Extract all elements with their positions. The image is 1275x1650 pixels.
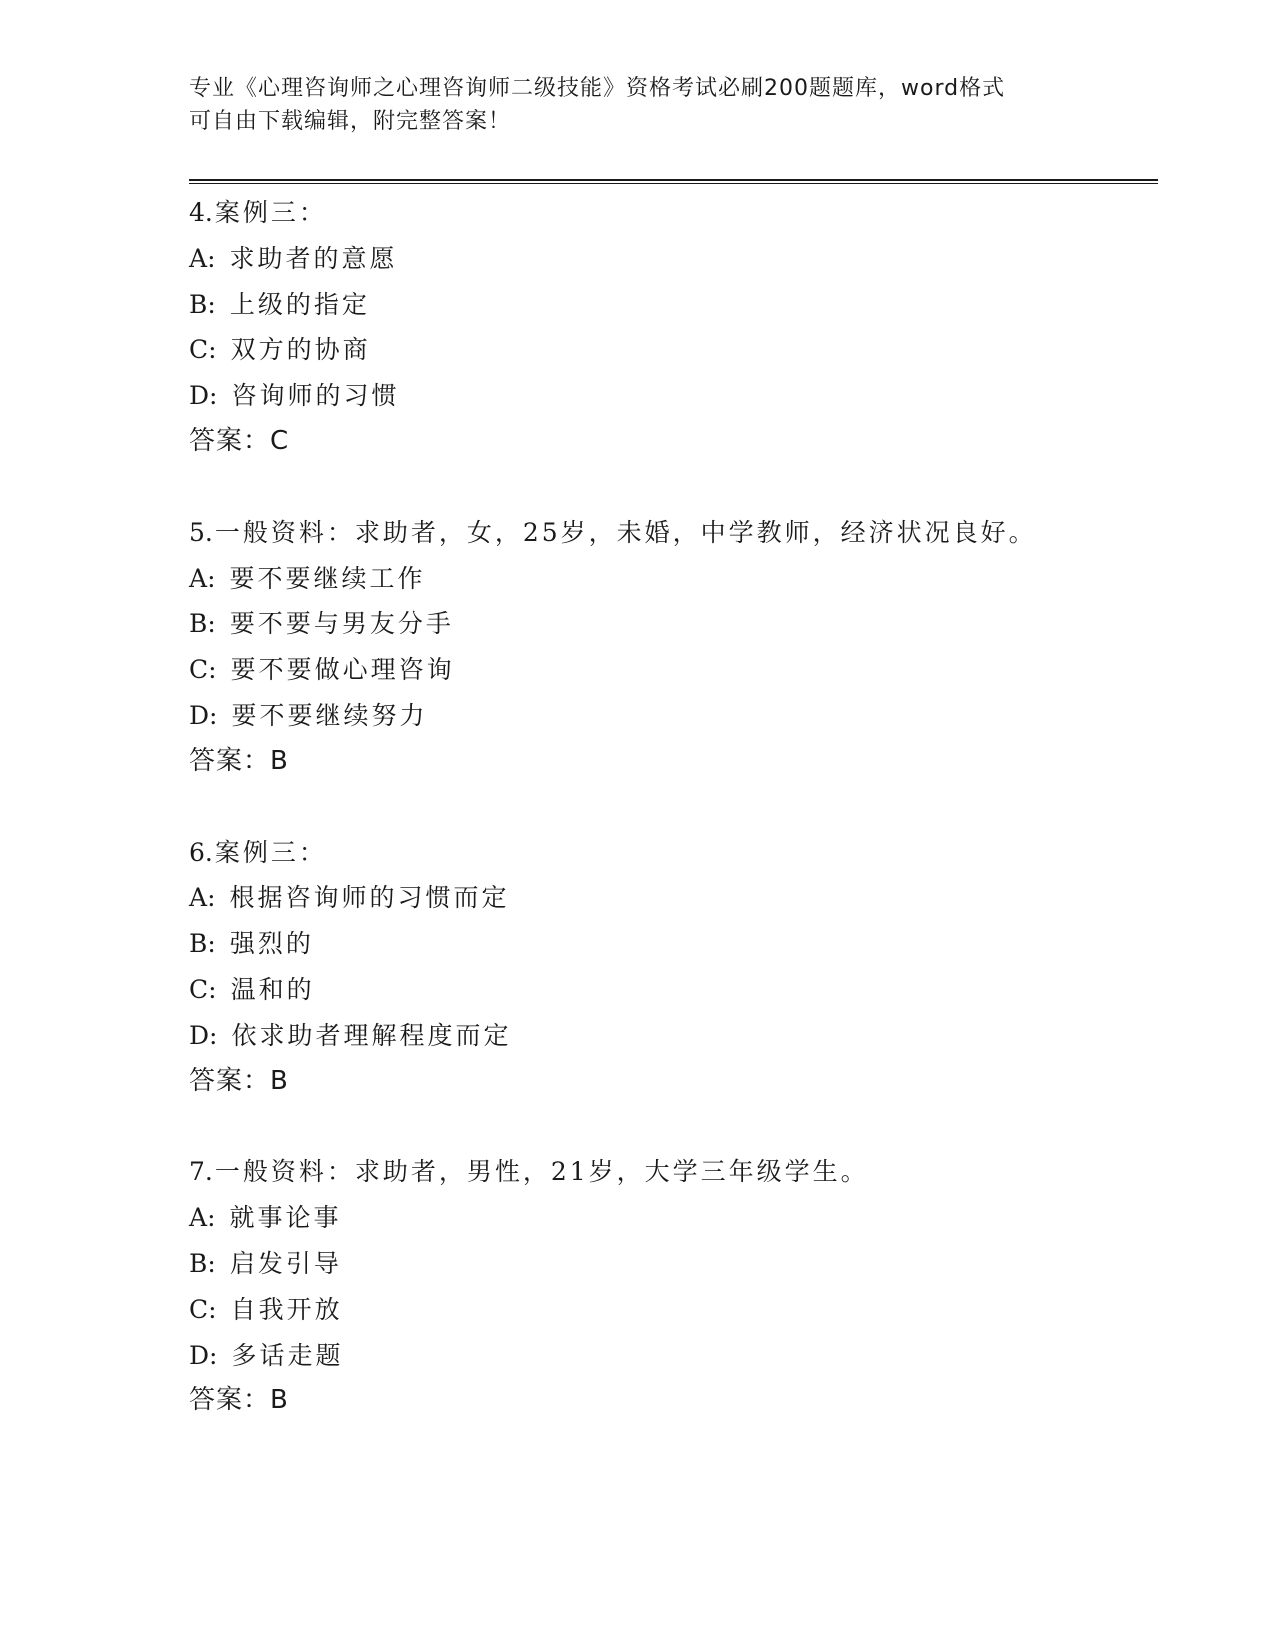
answer-label: 答案： xyxy=(189,1065,271,1096)
option-letter: B xyxy=(189,1248,208,1278)
option-d xyxy=(189,1013,1158,1059)
option-text: 依求助者理解程度而定 xyxy=(231,1020,512,1050)
option-letter: C xyxy=(189,655,209,685)
option-separator: : xyxy=(209,1020,218,1050)
question-text: 一般资料：求助者，男性，21岁，大学三年级学生。 xyxy=(214,1157,869,1187)
option-separator: : xyxy=(207,289,216,319)
option-separator: : xyxy=(207,929,216,959)
question-stem xyxy=(189,1149,1158,1195)
option-text: 就事论事 xyxy=(229,1203,342,1233)
option-letter: D xyxy=(189,381,210,411)
option-c xyxy=(189,1287,1158,1333)
question-stem xyxy=(189,510,1158,556)
option-separator: : xyxy=(207,1248,216,1278)
answer-label: 答案： xyxy=(189,745,271,776)
option-letter: A xyxy=(189,883,208,913)
option-a xyxy=(189,1195,1158,1241)
option-c xyxy=(189,327,1158,373)
option-d xyxy=(189,1333,1158,1379)
option-text: 要不要继续努力 xyxy=(231,700,428,730)
option-text: 求助者的意愿 xyxy=(229,243,398,273)
option-separator: : xyxy=(208,974,217,1004)
option-letter: A xyxy=(189,1203,208,1233)
option-text: 要不要与男友分手 xyxy=(229,609,454,639)
option-b xyxy=(189,601,1158,647)
question-item xyxy=(189,190,1158,465)
option-letter: B xyxy=(189,289,208,319)
option-text: 温和的 xyxy=(230,974,315,1004)
option-a xyxy=(189,875,1158,921)
option-letter: D xyxy=(189,700,210,730)
header-line-2: 可自由下载编辑，附完整答案！ xyxy=(189,109,512,134)
option-separator: : xyxy=(208,335,217,365)
option-separator: : xyxy=(209,1340,218,1370)
option-text: 启发引导 xyxy=(229,1248,342,1278)
header-divider-thick xyxy=(189,179,1158,181)
answer-line xyxy=(189,419,1158,465)
option-text: 咨询师的习惯 xyxy=(231,381,400,411)
question-number: 4. xyxy=(189,198,213,227)
option-separator: : xyxy=(207,563,216,593)
answer-line xyxy=(189,1059,1158,1105)
answer-label: 答案： xyxy=(189,425,271,456)
option-letter: A xyxy=(189,243,208,273)
option-letter: D xyxy=(189,1340,210,1370)
question-stem xyxy=(189,830,1158,876)
answer-value: B xyxy=(270,1385,289,1416)
option-separator: : xyxy=(208,655,217,685)
option-letter: D xyxy=(189,1020,210,1050)
answer-value: B xyxy=(270,1065,289,1096)
question-item xyxy=(189,1149,1158,1424)
document-header xyxy=(189,72,1089,138)
option-letter: B xyxy=(189,609,208,639)
question-number: 7. xyxy=(189,1157,213,1187)
option-letter: B xyxy=(189,929,208,959)
answer-label: 答案： xyxy=(189,1385,271,1416)
option-text: 多话走题 xyxy=(231,1340,344,1370)
header-line-1: 专业《心理咨询师之心理咨询师二级技能》资格考试必刷200题题库，word格式 xyxy=(189,76,1006,101)
question-item xyxy=(189,510,1158,785)
option-text: 根据咨询师的习惯而定 xyxy=(229,883,510,913)
question-number: 6. xyxy=(189,837,213,867)
question-list xyxy=(189,190,1158,1469)
question-text: 一般资料：求助者，女，25岁，未婚，中学教师，经济状况良好。 xyxy=(214,517,1037,547)
answer-value: C xyxy=(270,425,290,456)
option-c xyxy=(189,647,1158,693)
option-b xyxy=(189,921,1158,967)
option-c xyxy=(189,967,1158,1013)
option-b xyxy=(189,282,1158,328)
option-d xyxy=(189,693,1158,739)
option-separator: : xyxy=(207,609,216,639)
option-a xyxy=(189,556,1158,602)
option-text: 上级的指定 xyxy=(229,289,370,319)
question-number: 5. xyxy=(189,517,213,547)
header-divider-thin xyxy=(189,183,1158,184)
option-text: 要不要继续工作 xyxy=(229,563,426,593)
option-letter: C xyxy=(189,974,209,1004)
answer-value: B xyxy=(270,745,289,776)
option-letter: C xyxy=(189,335,209,365)
option-text: 双方的协商 xyxy=(230,335,371,365)
option-text: 自我开放 xyxy=(230,1294,343,1324)
option-d xyxy=(189,373,1158,419)
option-letter: C xyxy=(189,1294,209,1324)
question-stem xyxy=(189,190,1158,236)
answer-line xyxy=(189,739,1158,785)
option-text: 强烈的 xyxy=(229,929,314,959)
question-item xyxy=(189,830,1158,1105)
option-separator: : xyxy=(207,1203,216,1233)
question-text: 案例三： xyxy=(214,198,327,227)
option-separator: : xyxy=(207,243,216,273)
option-separator: : xyxy=(207,883,216,913)
option-separator: : xyxy=(208,1294,217,1324)
option-a xyxy=(189,236,1158,282)
option-b xyxy=(189,1241,1158,1287)
option-letter: A xyxy=(189,563,208,593)
option-separator: : xyxy=(209,700,218,730)
answer-line xyxy=(189,1378,1158,1424)
option-text: 要不要做心理咨询 xyxy=(230,655,455,685)
question-text: 案例三： xyxy=(214,837,327,867)
option-separator: : xyxy=(209,381,218,411)
